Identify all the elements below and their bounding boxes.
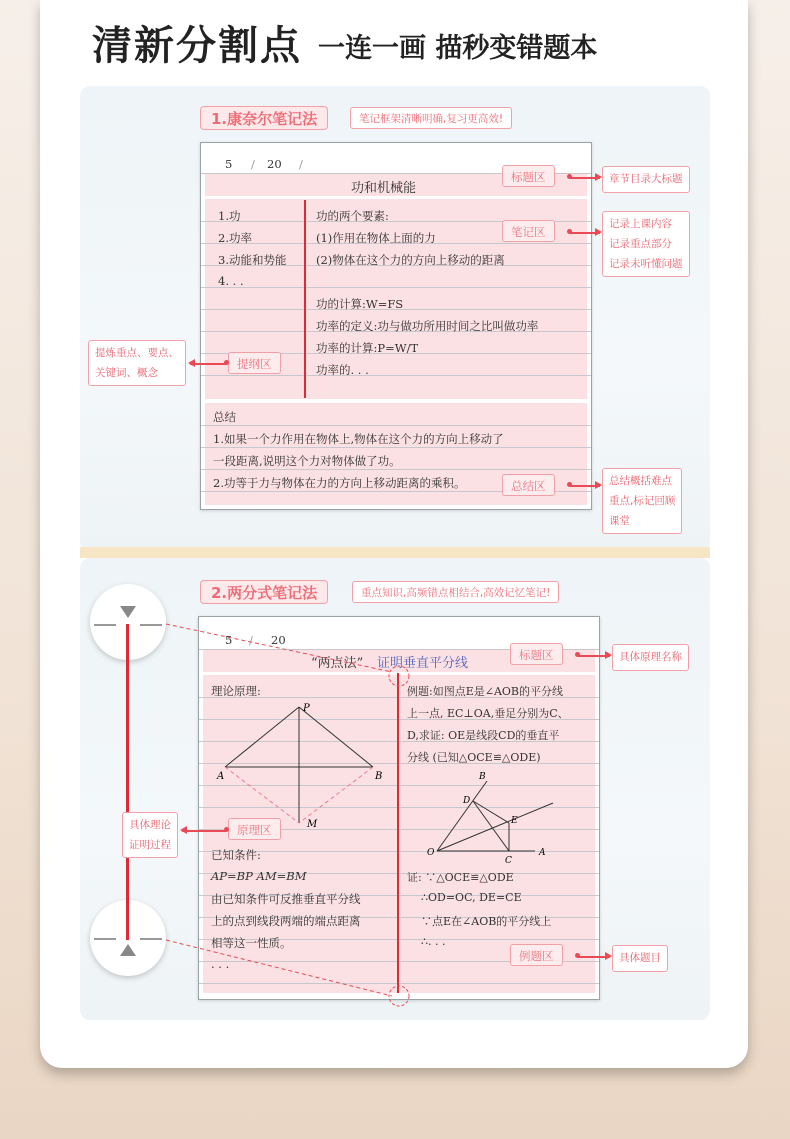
label-d: D bbox=[463, 796, 471, 806]
summary-line: 2.功等于力与物体在力的方向上移动距离的乘积。 bbox=[213, 476, 466, 490]
note-line: 功的计算:W=FS bbox=[316, 297, 404, 311]
zone-example: 例题区 bbox=[510, 944, 563, 966]
note-line: 功率的计算:P=W/T bbox=[316, 341, 419, 355]
zone-title: 标题区 bbox=[502, 165, 555, 187]
left-line: 相等这一性质。 bbox=[211, 936, 292, 950]
callout-title: 章节目录大标题 bbox=[602, 166, 690, 193]
label-a2: A bbox=[539, 848, 546, 858]
zone-outline: 提纲区 bbox=[228, 352, 281, 374]
right-line: ∵点E在∠AOB的平分线上 bbox=[421, 915, 552, 928]
page-title: 清新分割点 bbox=[92, 23, 302, 69]
outline-item: 1.功 bbox=[218, 209, 241, 223]
notebook-title-b: 证明垂直平分线 bbox=[377, 656, 469, 671]
callout-principle: 具体理论 证明过程 bbox=[122, 812, 178, 858]
label-m: M bbox=[307, 819, 318, 830]
callout-summary: 总结概括难点 重点,标记回顾 课堂 bbox=[602, 468, 682, 534]
callout-principle-name: 具体原理名称 bbox=[612, 644, 689, 671]
zone-title-2: 标题区 bbox=[510, 643, 563, 665]
summary-line: 一段距离,说明这个力对物体做了功。 bbox=[213, 454, 401, 468]
left-line: AP=BP AM=BM bbox=[211, 869, 307, 883]
note-line: (1)作用在物体上面的力 bbox=[316, 231, 436, 245]
label-c: C bbox=[505, 856, 512, 866]
left-line: 已知条件: bbox=[211, 848, 261, 862]
right-line: ∴. . . bbox=[421, 935, 446, 948]
zone-notes: 笔记区 bbox=[502, 220, 555, 242]
label-e: E bbox=[511, 816, 518, 826]
label-a: A bbox=[217, 771, 225, 782]
outline-item: 2.功率 bbox=[218, 231, 252, 245]
note-line: 功的两个要素: bbox=[316, 209, 389, 223]
label-b2: B bbox=[479, 772, 486, 782]
date-sep: / bbox=[251, 157, 255, 171]
right-line: 上一点, EC⊥OA,垂足分别为C、 bbox=[407, 707, 569, 720]
note-line: 功率的. . . bbox=[316, 363, 369, 377]
callout-outline: 提炼重点、要点、 关键词、概念 bbox=[88, 340, 186, 386]
date-month: 5 bbox=[225, 633, 233, 647]
callout-example: 具体题目 bbox=[612, 945, 668, 972]
date-day: 20 bbox=[271, 633, 286, 647]
label-b: B bbox=[375, 771, 383, 782]
callout-notes: 记录上课内容 记录重点部分 记录未听懂问题 bbox=[602, 211, 690, 277]
left-line: 上的点到线段两端的端点距离 bbox=[211, 914, 361, 928]
label-p: P bbox=[303, 703, 310, 714]
date-sep: / bbox=[249, 633, 253, 647]
section2-title: 2.两分式笔记法 bbox=[200, 580, 328, 604]
date-day: 20 bbox=[267, 157, 282, 171]
outline-item: 3.动能和势能 bbox=[218, 253, 287, 267]
section2-description: 重点知识,高频错点相结合,高效记忆笔记! bbox=[352, 581, 559, 603]
summary-line: 总结 bbox=[213, 410, 236, 424]
right-line: 分线 (已知△OCE≌△ODE) bbox=[407, 751, 541, 764]
summary-line: 1.如果一个力作用在物体上,物体在这个力的方向上移动了 bbox=[213, 432, 504, 446]
note-line: (2)物体在这个力的方向上移动的距离 bbox=[316, 253, 505, 267]
label-o: O bbox=[427, 848, 435, 858]
left-line: 理论原理: bbox=[211, 684, 261, 698]
zone-summary: 总结区 bbox=[502, 474, 555, 496]
date-sep2: / bbox=[299, 157, 303, 171]
section1-description: 笔记框架清晰明确,复习更高效! bbox=[350, 107, 512, 129]
right-line: ∴OD=OC, DE=CE bbox=[421, 891, 522, 904]
outline-item: 4. . . bbox=[218, 274, 244, 288]
note-line: 功率的定义:功与做功所用时间之比叫做功率 bbox=[316, 319, 539, 333]
right-line: 例题:如图点E是∠AOB的平分线 bbox=[407, 685, 563, 698]
right-line: 证: ∵△OCE≌△ODE bbox=[407, 871, 514, 884]
notebook-title: 功和机械能 bbox=[351, 181, 417, 196]
page-subtitle: 一连一画 描秒变错题本 bbox=[318, 33, 598, 64]
notebook-title-a: “两点法” bbox=[311, 656, 364, 671]
right-line: D,求证: OE是线段CD的垂直平 bbox=[407, 729, 560, 742]
zone-principle: 原理区 bbox=[228, 818, 281, 840]
section1-title: 1.康奈尔笔记法 bbox=[200, 106, 328, 130]
left-line: 由已知条件可反推垂直平分线 bbox=[211, 892, 361, 906]
date-month: 5 bbox=[225, 157, 233, 171]
left-line: . . . bbox=[211, 957, 230, 971]
